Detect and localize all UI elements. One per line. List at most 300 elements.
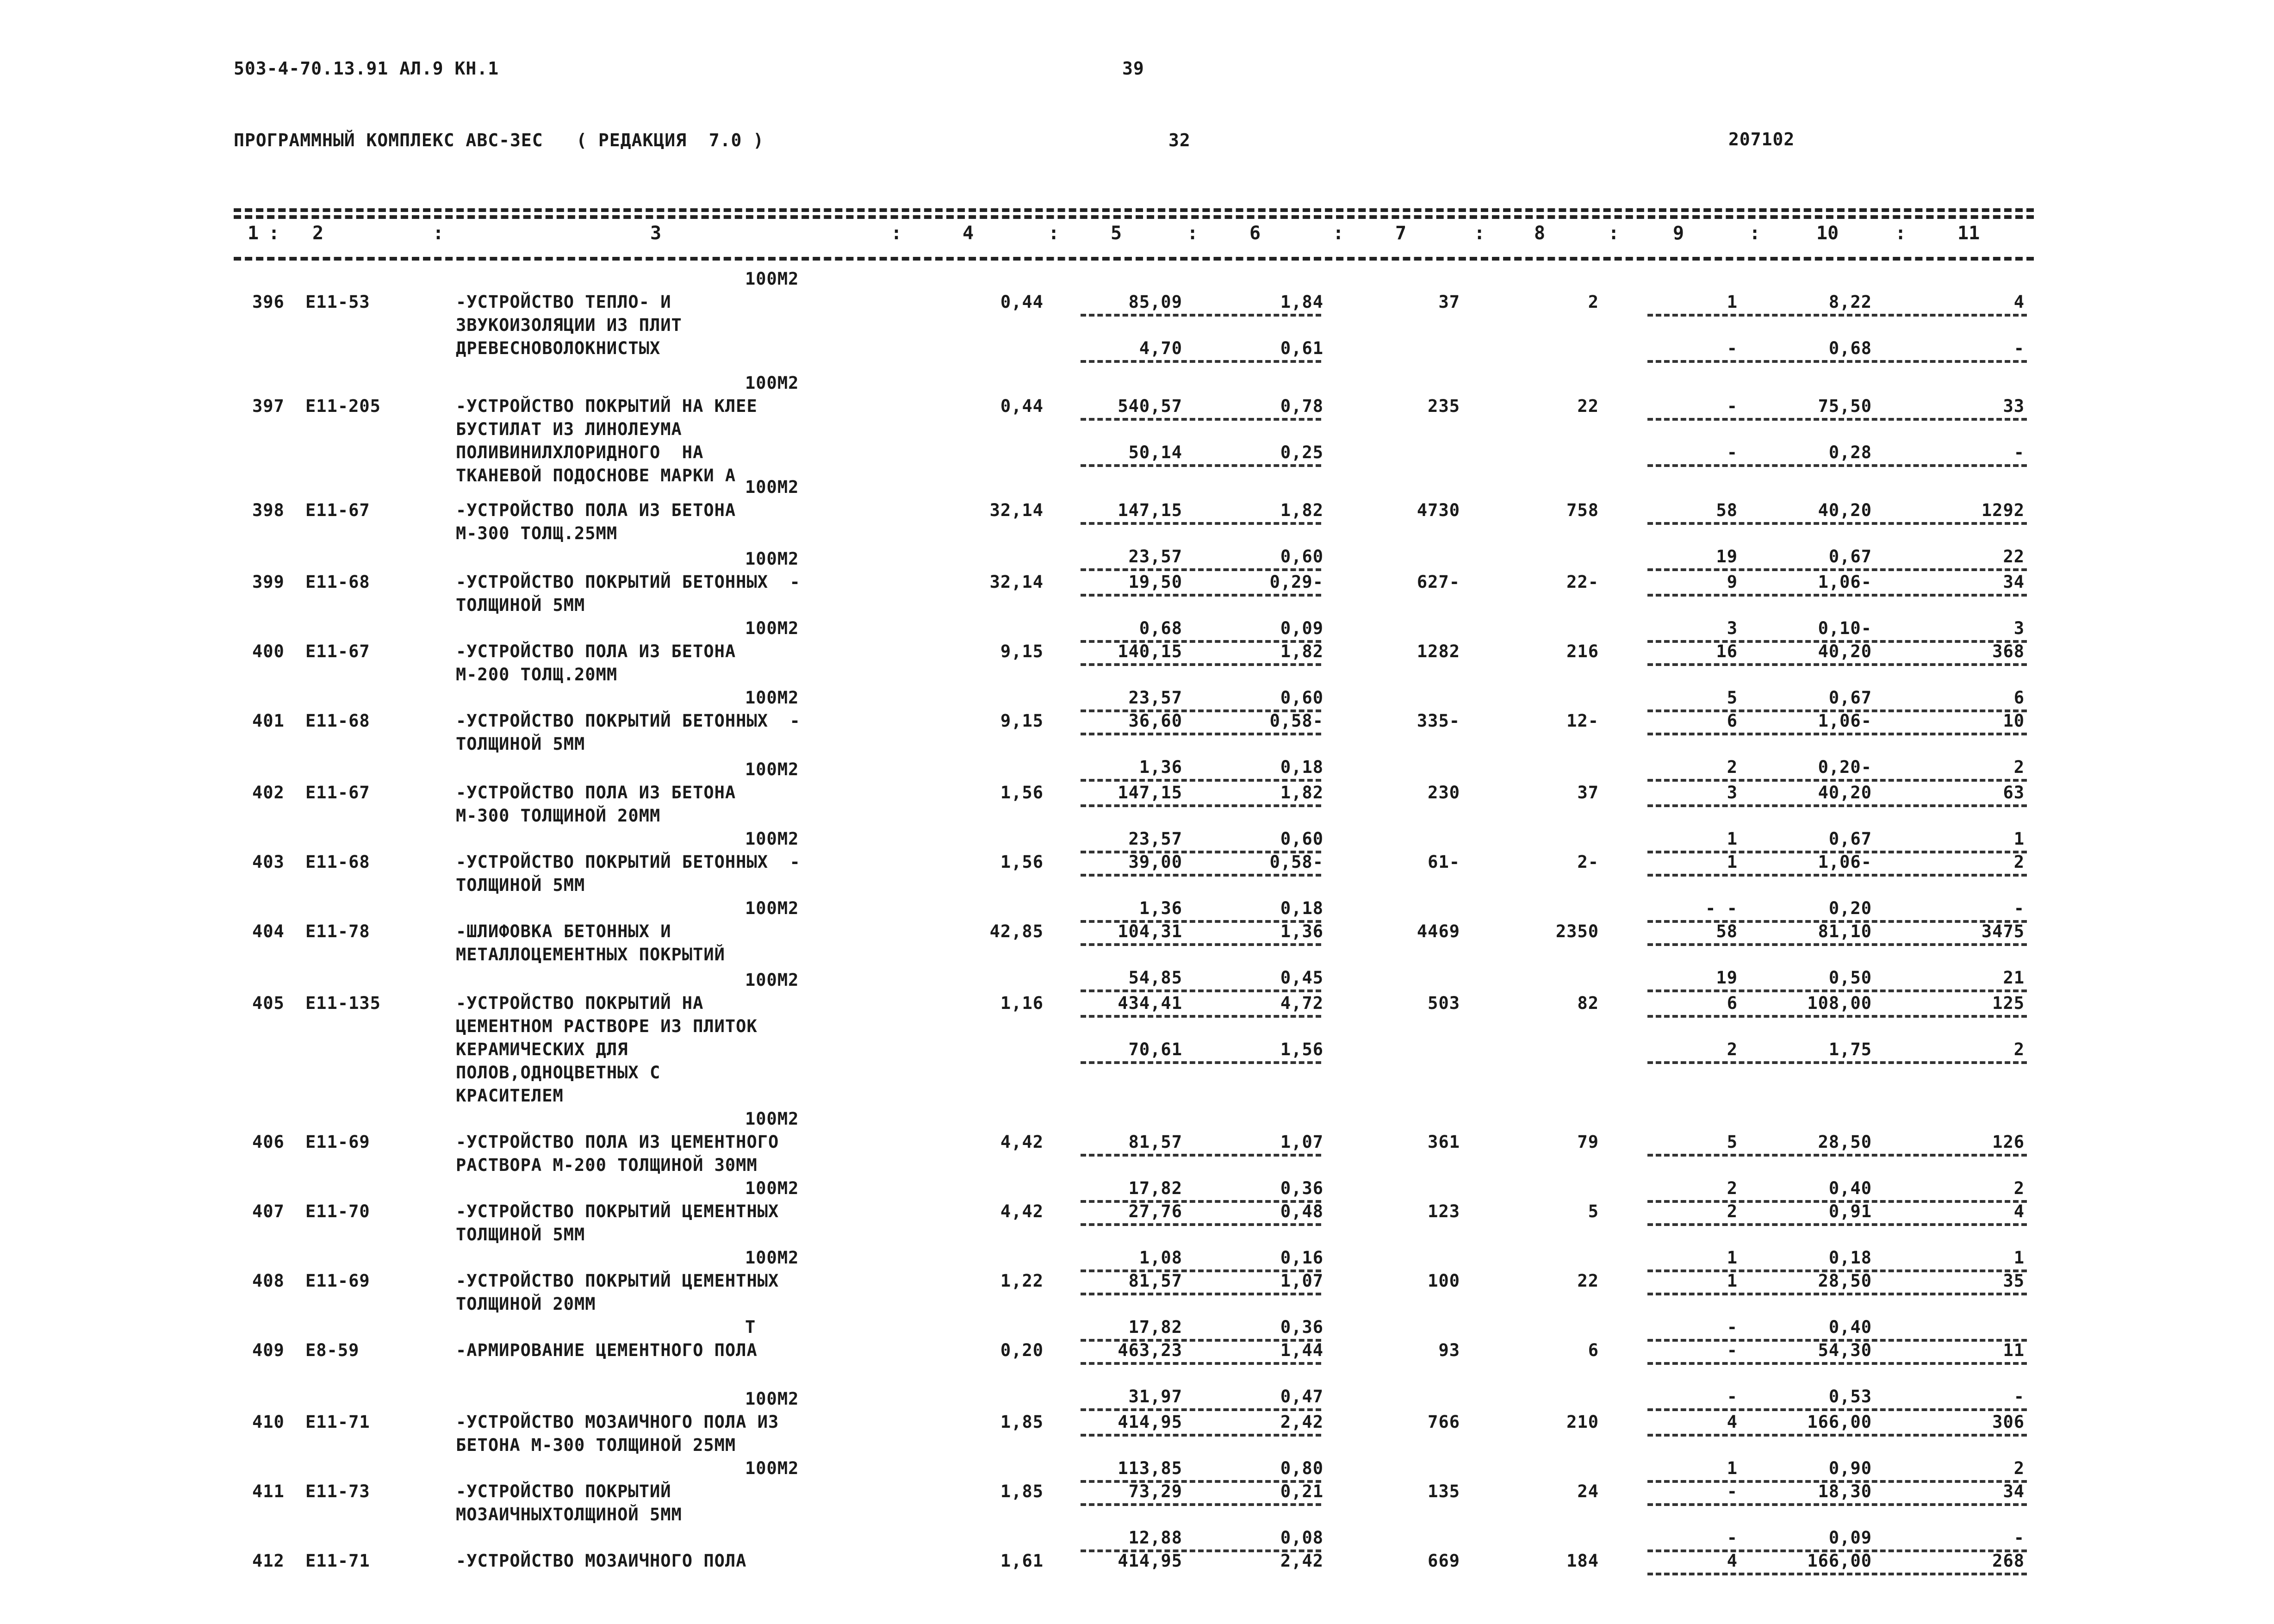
machine-cost: 5 — [1727, 1132, 1738, 1152]
machine-wage: 2 — [1727, 1039, 1738, 1059]
unit-cost-machines: 2,42 — [1280, 1412, 1323, 1432]
description-line: -УСТРОЙСТВО ПОКРЫТИЙ НА — [456, 993, 704, 1013]
subtotal-dash — [1081, 804, 1321, 807]
description-line: -УСТРОЙСТВО ПОКРЫТИЙ БЕТОННЫХ - — [456, 711, 801, 731]
labor-hours-unit: 166,00 — [1807, 1551, 1872, 1571]
column-header-row: 1 : 2 : 3 : 4 : 5 : 6 : 7 : 8 : 9 : 10 : 11 — [234, 219, 2034, 247]
quantity: 1,22 — [1000, 1271, 1044, 1291]
machine-wage: - — [1727, 1317, 1738, 1337]
labor-cost: 2350 — [1555, 921, 1599, 941]
machine-cost: - — [1727, 396, 1738, 416]
labor-hours-total: 10 — [2003, 711, 2025, 731]
machine-cost: 4 — [1727, 1412, 1738, 1432]
subtotal-dash-right-2 — [1647, 464, 2027, 467]
labor-hours-unit: 40,20 — [1818, 641, 1872, 661]
subtotal-dash-right — [1647, 663, 2027, 666]
machine-hours-total: 2 — [2013, 757, 2025, 777]
header-bottom-rule — [234, 257, 2034, 261]
labor-hours-unit: 166,00 — [1807, 1412, 1872, 1432]
unit-label: 100М2 — [745, 549, 799, 569]
unit-cost-machines: 0,78 — [1280, 396, 1323, 416]
row-number: 406 — [252, 1132, 285, 1152]
quantity: 9,15 — [1000, 641, 1044, 661]
unit-cost-machines: 0,58- — [1269, 711, 1323, 731]
col-4: 4 — [963, 223, 974, 244]
machine-hours-total: 2 — [2013, 1178, 2025, 1198]
description-line: ПОЛОВ,ОДНОЦВЕТНЫХ С — [456, 1063, 661, 1083]
col-5: 5 — [1111, 223, 1122, 244]
unit-label: 100М2 — [745, 477, 799, 497]
description-line: ПОЛИВИНИЛХЛОРИДНОГО НА — [456, 442, 704, 462]
subtotal-dash-right-2 — [1647, 779, 2027, 782]
machine-hours-unit: 0,50 — [1828, 968, 1872, 988]
subtotal-dash-right — [1647, 1293, 2027, 1295]
labor-cost: 2- — [1577, 852, 1599, 872]
subtotal-dash-right — [1647, 733, 2027, 735]
unit-cost-total: 147,15 — [1118, 783, 1182, 803]
quantity: 32,14 — [989, 572, 1044, 592]
wage-per-unit: 113,85 — [1118, 1458, 1182, 1478]
subtotal-dash-2 — [1081, 989, 1321, 992]
machine-hours-total: 22 — [2003, 547, 2025, 566]
row-number: 408 — [252, 1271, 285, 1291]
description-line: -УСТРОЙСТВО ПОКРЫТИЙ БЕТОННЫХ - — [456, 852, 801, 872]
machine-hours-total: - — [2013, 898, 2025, 918]
norm-code: Е11-78 — [305, 921, 370, 941]
quantity: 1,56 — [1000, 852, 1044, 872]
machine-wage: - — [1727, 1528, 1738, 1548]
subtotal-dash-2 — [1081, 568, 1321, 571]
machine-wage: 5 — [1727, 688, 1738, 708]
machine-hours-unit: 0,28 — [1828, 442, 1872, 462]
unit-cost-machines: 2,42 — [1280, 1551, 1323, 1571]
machine-wage-per-unit: 0,16 — [1280, 1248, 1323, 1268]
unit-cost-total: 73,29 — [1128, 1481, 1182, 1501]
unit-cost-total: 140,15 — [1118, 641, 1182, 661]
subtotal-dash-right — [1647, 1503, 2027, 1506]
machine-hours-unit: 0,40 — [1828, 1317, 1872, 1337]
wage-per-unit: 0,68 — [1139, 618, 1182, 638]
unit-cost-machines: 1,84 — [1280, 292, 1323, 312]
labor-cost: 210 — [1566, 1412, 1599, 1432]
machine-wage-per-unit: 0,45 — [1280, 968, 1323, 988]
quantity: 1,56 — [1000, 783, 1044, 803]
machine-hours-unit: 0,18 — [1828, 1248, 1872, 1268]
subtotal-dash-right-2 — [1647, 1408, 2027, 1411]
labor-cost: 79 — [1577, 1132, 1599, 1152]
unit-cost-total: 104,31 — [1118, 921, 1182, 941]
machine-hours-total: 1 — [2013, 829, 2025, 849]
machine-hours-unit: 1,75 — [1828, 1039, 1872, 1059]
total-cost: 230 — [1428, 783, 1460, 803]
labor-hours-total: 306 — [1992, 1412, 2025, 1432]
total-cost: 669 — [1428, 1551, 1460, 1571]
labor-cost: 758 — [1566, 500, 1599, 520]
description-line: -УСТРОЙСТВО ПОКРЫТИЙ БЕТОННЫХ - — [456, 572, 801, 592]
sheet-number: 32 — [1168, 130, 1191, 150]
wage-per-unit: 70,61 — [1128, 1039, 1182, 1059]
col-7: 7 — [1395, 223, 1407, 244]
quantity: 32,14 — [989, 500, 1044, 520]
quantity: 0,44 — [1000, 396, 1044, 416]
unit-cost-machines: 0,48 — [1280, 1201, 1323, 1221]
norm-code: Е11-71 — [305, 1551, 370, 1571]
total-cost: 123 — [1428, 1201, 1460, 1221]
machine-wage-per-unit: 0,09 — [1280, 618, 1323, 638]
unit-cost-machines: 0,58- — [1269, 852, 1323, 872]
unit-cost-total: 81,57 — [1128, 1271, 1182, 1291]
labor-cost: 12- — [1566, 711, 1599, 731]
labor-hours-total: 11 — [2003, 1340, 2025, 1360]
subtotal-dash-right — [1647, 314, 2027, 317]
row-number: 402 — [252, 783, 285, 803]
subtotal-dash — [1081, 594, 1321, 597]
machine-wage-per-unit: 0,08 — [1280, 1528, 1323, 1548]
machine-hours-unit: 0,67 — [1828, 547, 1872, 566]
labor-cost: 37 — [1577, 783, 1599, 803]
subtotal-dash-right — [1647, 1223, 2027, 1226]
col-3: 3 — [650, 223, 662, 244]
unit-label: 100М2 — [745, 373, 799, 393]
total-cost: 93 — [1438, 1340, 1460, 1360]
subtotal-dash-2 — [1081, 1061, 1321, 1064]
subtotal-dash-2 — [1081, 464, 1321, 467]
machine-wage: - — [1727, 338, 1738, 358]
unit-cost-total: 463,23 — [1118, 1340, 1182, 1360]
page-number: 39 — [1122, 58, 1144, 79]
machine-cost: 1 — [1727, 1271, 1738, 1291]
norm-code: Е11-70 — [305, 1201, 370, 1221]
unit-label: 100М2 — [745, 898, 799, 918]
labor-cost: 22 — [1577, 1271, 1599, 1291]
labor-hours-total: 34 — [2003, 1481, 2025, 1501]
quantity: 4,42 — [1000, 1132, 1044, 1152]
machine-cost: 2 — [1727, 1201, 1738, 1221]
description-line: -УСТРОЙСТВО ПОКРЫТИЙ НА КЛЕЕ — [456, 396, 758, 416]
labor-cost: 5 — [1588, 1201, 1599, 1221]
subtotal-dash — [1081, 1154, 1321, 1157]
labor-hours-total: 34 — [2003, 572, 2025, 592]
total-cost: 1282 — [1417, 641, 1460, 661]
machine-wage: - - — [1705, 898, 1738, 918]
subtotal-dash-right-2 — [1647, 989, 2027, 992]
machine-wage-per-unit: 1,56 — [1280, 1039, 1323, 1059]
unit-cost-total: 19,50 — [1128, 572, 1182, 592]
subtotal-dash — [1081, 522, 1321, 525]
row-number: 405 — [252, 993, 285, 1013]
program-title: ПРОГРАММНЫЙ КОМПЛЕКС АВС-3ЕС ( РЕДАКЦИЯ 7.0 ) — [234, 130, 764, 150]
quantity: 0,20 — [1000, 1340, 1044, 1360]
machine-wage-per-unit: 0,60 — [1280, 829, 1323, 849]
machine-cost: 1 — [1727, 852, 1738, 872]
description-line: МЕТАЛЛОЦЕМЕНТНЫХ ПОКРЫТИЙ — [456, 945, 725, 964]
unit-label: Т — [745, 1317, 756, 1337]
labor-hours-total: 35 — [2003, 1271, 2025, 1291]
subtotal-dash-right-2 — [1647, 568, 2027, 571]
description-line: ДРЕВЕСНОВОЛОКНИСТЫХ — [456, 338, 661, 358]
description-line: -УСТРОЙСТВО МОЗАИЧНОГО ПОЛА ИЗ — [456, 1412, 779, 1432]
description-line: ТОЛЩИНОЙ 5ММ — [456, 734, 585, 754]
col-1: 1 — [248, 223, 259, 244]
wage-per-unit: 31,97 — [1128, 1387, 1182, 1406]
machine-cost: 1 — [1727, 292, 1738, 312]
description-line: -УСТРОЙСТВО МОЗАИЧНОГО ПОЛА — [456, 1551, 747, 1571]
machine-wage: - — [1727, 442, 1738, 462]
labor-hours-total: 33 — [2003, 396, 2025, 416]
labor-hours-unit: 108,00 — [1807, 993, 1872, 1013]
unit-cost-total: 85,09 — [1128, 292, 1182, 312]
labor-hours-unit: 75,50 — [1818, 396, 1872, 416]
subtotal-dash-2 — [1081, 1408, 1321, 1411]
col-2: 2 — [312, 223, 324, 244]
subtotal-dash-2 — [1081, 360, 1321, 363]
total-cost: 235 — [1428, 396, 1460, 416]
machine-hours-unit: 0,09 — [1828, 1528, 1872, 1548]
quantity: 9,15 — [1000, 711, 1044, 731]
machine-wage: 2 — [1727, 757, 1738, 777]
machine-cost: 6 — [1727, 993, 1738, 1013]
subtotal-dash-right — [1647, 1362, 2027, 1365]
labor-cost: 22 — [1577, 396, 1599, 416]
machine-wage-per-unit: 0,36 — [1280, 1317, 1323, 1337]
subtotal-dash — [1081, 943, 1321, 946]
labor-hours-total: 1292 — [1981, 500, 2025, 520]
machine-hours-unit: 0,10- — [1818, 618, 1872, 638]
row-number: 411 — [252, 1481, 285, 1501]
row-number: 398 — [252, 500, 285, 520]
labor-hours-total: 4 — [2013, 1201, 2025, 1221]
machine-wage: 1 — [1727, 829, 1738, 849]
subtotal-dash-right — [1647, 594, 2027, 597]
total-cost: 4469 — [1417, 921, 1460, 941]
row-number: 412 — [252, 1551, 285, 1571]
labor-cost: 184 — [1566, 1551, 1599, 1571]
wage-per-unit: 12,88 — [1128, 1528, 1182, 1548]
row-number: 407 — [252, 1201, 285, 1221]
machine-cost: 9 — [1727, 572, 1738, 592]
unit-label: 100М2 — [745, 1248, 799, 1268]
description-line: РАСТВОРА М-200 ТОЛЩИНОЙ 30ММ — [456, 1155, 758, 1175]
wage-per-unit: 17,82 — [1128, 1317, 1182, 1337]
norm-code: Е11-135 — [305, 993, 381, 1013]
description-line: -УСТРОЙСТВО ПОЛА ИЗ БЕТОНА — [456, 783, 736, 803]
norm-code: Е11-69 — [305, 1132, 370, 1152]
labor-hours-unit: 54,30 — [1818, 1340, 1872, 1360]
machine-wage: 1 — [1727, 1458, 1738, 1478]
labor-cost: 6 — [1588, 1340, 1599, 1360]
norm-code: Е11-67 — [305, 641, 370, 661]
norm-code: Е8-59 — [305, 1340, 360, 1360]
description-line: -УСТРОЙСТВО ПОКРЫТИЙ ЦЕМЕНТНЫХ — [456, 1271, 779, 1291]
unit-cost-machines: 4,72 — [1280, 993, 1323, 1013]
machine-hours-total: 3 — [2013, 618, 2025, 638]
description-line: -УСТРОЙСТВО ТЕПЛО- И — [456, 292, 671, 312]
labor-hours-total: 4 — [2013, 292, 2025, 312]
subtotal-dash-2 — [1081, 779, 1321, 782]
machine-hours-total: - — [2013, 1528, 2025, 1548]
norm-code: Е11-71 — [305, 1412, 370, 1432]
wage-per-unit: 50,14 — [1128, 442, 1182, 462]
total-cost: 4730 — [1417, 500, 1460, 520]
wage-per-unit: 1,36 — [1139, 757, 1182, 777]
total-cost: 61- — [1428, 852, 1460, 872]
machine-wage: 19 — [1716, 547, 1738, 566]
document-code: 207102 — [1728, 129, 1795, 149]
description-line: -УСТРОЙСТВО ПОЛА ИЗ ЦЕМЕНТНОГО — [456, 1132, 779, 1152]
machine-wage-per-unit: 0,47 — [1280, 1387, 1323, 1406]
norm-code: Е11-205 — [305, 396, 381, 416]
subtotal-dash — [1081, 1293, 1321, 1295]
labor-cost: 24 — [1577, 1481, 1599, 1501]
machine-hours-total: 21 — [2003, 968, 2025, 988]
labor-hours-total: 63 — [2003, 783, 2025, 803]
description-line: М-200 ТОЛЩ.20ММ — [456, 665, 618, 684]
machine-wage-per-unit: 0,80 — [1280, 1458, 1323, 1478]
machine-hours-unit: 0,67 — [1828, 829, 1872, 849]
wage-per-unit: 23,57 — [1128, 829, 1182, 849]
labor-hours-unit: 18,30 — [1818, 1481, 1872, 1501]
description-line: ЦЕМЕНТНОМ РАСТВОРЕ ИЗ ПЛИТОК — [456, 1016, 758, 1036]
wage-per-unit: 1,08 — [1139, 1248, 1182, 1268]
wage-per-unit: 1,36 — [1139, 898, 1182, 918]
machine-hours-total: 6 — [2013, 688, 2025, 708]
row-number: 410 — [252, 1412, 285, 1432]
row-number: 401 — [252, 711, 285, 731]
subtotal-dash — [1081, 1362, 1321, 1365]
description-line: ТКАНЕВОЙ ПОДОСНОВЕ МАРКИ А — [456, 466, 736, 485]
unit-cost-machines: 0,29- — [1269, 572, 1323, 592]
top-rule — [234, 208, 2034, 212]
description-line: БЕТОНА М-300 ТОЛЩИНОЙ 25ММ — [456, 1435, 736, 1455]
labor-hours-total: 126 — [1992, 1132, 2025, 1152]
description-line: -УСТРОЙСТВО ПОЛА ИЗ БЕТОНА — [456, 641, 736, 661]
subtotal-dash-right — [1647, 1015, 2027, 1018]
subtotal-dash — [1081, 733, 1321, 735]
quantity: 1,85 — [1000, 1481, 1044, 1501]
machine-hours-total: - — [2013, 1387, 2025, 1406]
description-line: ТОЛЩИНОЙ 20ММ — [456, 1294, 596, 1314]
total-cost: 627- — [1417, 572, 1460, 592]
subtotal-dash-right — [1647, 874, 2027, 877]
row-number: 397 — [252, 396, 285, 416]
labor-cost: 2 — [1588, 292, 1599, 312]
machine-wage: 19 — [1716, 968, 1738, 988]
labor-cost: 82 — [1577, 993, 1599, 1013]
unit-cost-machines: 1,82 — [1280, 641, 1323, 661]
labor-hours-unit: 1,06- — [1818, 711, 1872, 731]
norm-code: Е11-73 — [305, 1481, 370, 1501]
labor-hours-total: 268 — [1992, 1551, 2025, 1571]
unit-cost-total: 147,15 — [1118, 500, 1182, 520]
subtotal-dash-right-2 — [1647, 360, 2027, 363]
total-cost: 766 — [1428, 1412, 1460, 1432]
machine-hours-total: 2 — [2013, 1039, 2025, 1059]
description-line: -УСТРОЙСТВО ПОКРЫТИЙ — [456, 1481, 671, 1501]
machine-cost: - — [1727, 1481, 1738, 1501]
machine-wage: 1 — [1727, 1248, 1738, 1268]
row-number: 409 — [252, 1340, 285, 1360]
description-line: -УСТРОЙСТВО ПОКРЫТИЙ ЦЕМЕНТНЫХ — [456, 1201, 779, 1221]
machine-hours-total: 1 — [2013, 1248, 2025, 1268]
norm-code: Е11-53 — [305, 292, 370, 312]
machine-hours-unit: 0,67 — [1828, 688, 1872, 708]
unit-label: 100М2 — [745, 829, 799, 849]
machine-wage-per-unit: 0,18 — [1280, 757, 1323, 777]
description-line: М-300 ТОЛЩИНОЙ 20ММ — [456, 806, 661, 826]
unit-label: 100М2 — [745, 759, 799, 779]
unit-cost-machines: 1,07 — [1280, 1132, 1323, 1152]
total-cost: 361 — [1428, 1132, 1460, 1152]
unit-cost-total: 414,95 — [1118, 1551, 1182, 1571]
norm-code: Е11-67 — [305, 783, 370, 803]
col-8: 8 — [1534, 223, 1546, 244]
unit-cost-machines: 1,36 — [1280, 921, 1323, 941]
subtotal-dash-right — [1647, 1434, 2027, 1437]
machine-wage: 3 — [1727, 618, 1738, 638]
machine-wage-per-unit: 0,25 — [1280, 442, 1323, 462]
machine-wage-per-unit: 0,18 — [1280, 898, 1323, 918]
machine-cost: 4 — [1727, 1551, 1738, 1571]
machine-wage: 2 — [1727, 1178, 1738, 1198]
labor-hours-total: 3475 — [1981, 921, 2025, 941]
description-line: БУСТИЛАТ ИЗ ЛИНОЛЕУМА — [456, 419, 682, 439]
labor-hours-unit: 40,20 — [1818, 500, 1872, 520]
unit-cost-machines: 1,82 — [1280, 783, 1323, 803]
doc-code: 503-4-70.13.91 АЛ.9 КН.1 — [234, 58, 499, 79]
norm-code: Е11-68 — [305, 852, 370, 872]
machine-cost: 58 — [1716, 500, 1738, 520]
total-cost: 503 — [1428, 993, 1460, 1013]
subtotal-dash — [1081, 314, 1321, 317]
total-cost: 335- — [1417, 711, 1460, 731]
description-line: -АРМИРОВАНИЕ ЦЕМЕНТНОГО ПОЛА — [456, 1340, 758, 1360]
description-line: ТОЛЩИНОЙ 5ММ — [456, 1225, 585, 1244]
quantity: 42,85 — [989, 921, 1044, 941]
machine-hours-unit: 0,68 — [1828, 338, 1872, 358]
labor-hours-unit: 40,20 — [1818, 783, 1872, 803]
subtotal-dash — [1081, 1434, 1321, 1437]
labor-hours-unit: 28,50 — [1818, 1271, 1872, 1291]
labor-hours-unit: 8,22 — [1828, 292, 1872, 312]
machine-cost: 3 — [1727, 783, 1738, 803]
wage-per-unit: 17,82 — [1128, 1178, 1182, 1198]
quantity: 1,16 — [1000, 993, 1044, 1013]
machine-hours-unit: 0,53 — [1828, 1387, 1872, 1406]
unit-cost-total: 36,60 — [1128, 711, 1182, 731]
quantity: 0,44 — [1000, 292, 1044, 312]
machine-wage: - — [1727, 1387, 1738, 1406]
wage-per-unit: 23,57 — [1128, 688, 1182, 708]
subtotal-dash-right — [1647, 943, 2027, 946]
norm-code: Е11-68 — [305, 711, 370, 731]
description-line: ТОЛЩИНОЙ 5ММ — [456, 875, 585, 895]
labor-hours-unit: 0,91 — [1828, 1201, 1872, 1221]
subtotal-dash — [1081, 1015, 1321, 1018]
unit-label: 100М2 — [745, 970, 799, 990]
labor-hours-unit: 28,50 — [1818, 1132, 1872, 1152]
row-number: 404 — [252, 921, 285, 941]
unit-cost-machines: 1,82 — [1280, 500, 1323, 520]
unit-label: 100М2 — [745, 688, 799, 708]
machine-hours-total: - — [2013, 338, 2025, 358]
top-rule-2 — [234, 215, 2034, 219]
unit-cost-machines: 1,44 — [1280, 1340, 1323, 1360]
quantity: 4,42 — [1000, 1201, 1044, 1221]
unit-cost-total: 434,41 — [1118, 993, 1182, 1013]
description-line: ЗВУКОИЗОЛЯЦИИ ИЗ ПЛИТ — [456, 315, 682, 335]
description-line: -УСТРОЙСТВО ПОЛА ИЗ БЕТОНА — [456, 500, 736, 520]
subtotal-dash-right — [1647, 1154, 2027, 1157]
